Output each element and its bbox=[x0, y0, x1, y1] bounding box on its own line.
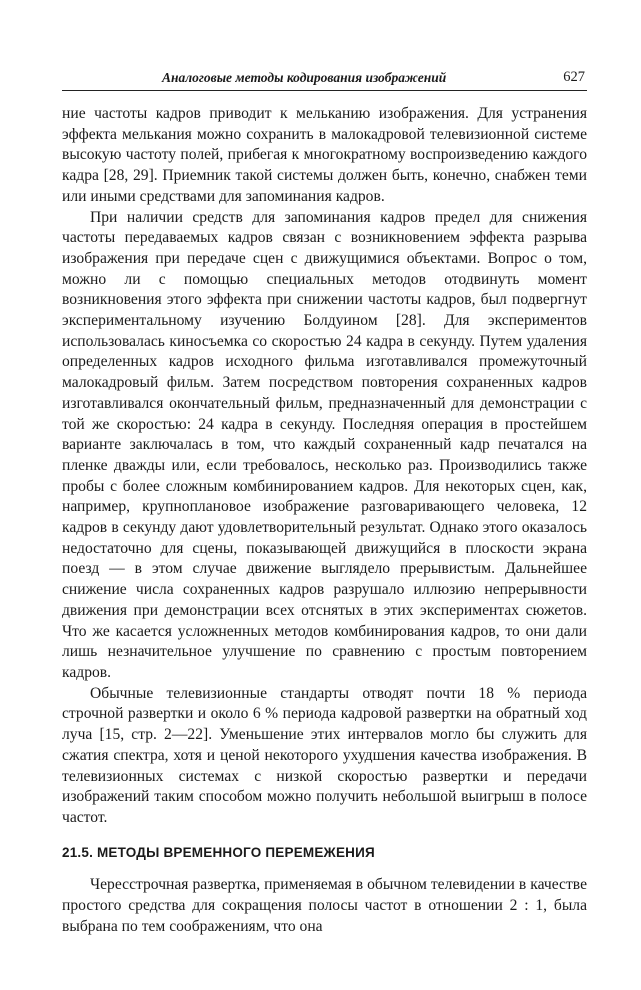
section-heading: 21.5. МЕТОДЫ ВРЕМЕННОГО ПЕРЕМЕЖЕНИЯ bbox=[62, 844, 375, 860]
body-text bbox=[62, 104, 587, 937]
paragraph-boldwin-experiment: При наличии средств для запоминания кадров предел для снижения частоты передаваемых кадров связан с возникновением эффекта разрыва изображения при передаче сцен с движущимися объектами. Вопрос о том, можно ли с помощью специальных методов отодвинуть момент возникновения этого эффекта при снижении частоты кадров, был подвергнут экспериментальному изучению Болдуином [28]. Для экспериментов использовалась киносъемка со скоростью 24 кадра в секунду. Путем удаления определенных кадров исходного фильма изготавливался промежуточный малокадровый фильм. Затем посредством повторения сохраненных кадров изготавливался окончательный фильм, предназначенный для демонстрации с той же скоростью: 24 кадра в секунду. Последняя операция в простейшем варианте заключалась в том, что каждый сохраненный кадр печатался на пленке дважды или, если требовалось, несколько раз. Производились также пробы с более сложным комбинированием кадров. Для некоторых сцен, как, например, крупноплановое изображение разговаривающего человека, 12 кадров в секунду дают удовлетворительный результат. Однако этого оказалось недостаточно для сцены, показывающей движущийся в плоскости экрана поезд — в этом случае движение выглядело прерывистым. Дальнейшее снижение числа сохраненных кадров разрушало иллюзию непрерывности движения при демонстрации всех отснятых в этих экспериментах сюжетов. Что же касается усложненных методов комбинирования кадров, то они дали лишь незначительное улучшение по сравнению с простым повторением кадров. bbox=[62, 208, 587, 681]
running-title: Аналоговые методы кодирования изображений bbox=[162, 70, 447, 85]
page-number: 627 bbox=[563, 69, 585, 85]
paragraph-tv-standards: Обычные телевизионные стандарты отводят почти 18 % периода строчной развертки и около 6 % периода кадровой развертки на обратный ход луча [15, стр. 2—22]. Уменьшение этих интервалов могло бы служить для сжатия спектра, хотя и ценой некоторого ухудшения качества изображения. В телевизионных системах с низкой скоростью развертки и передачи изображений таким способом можно получить небольшой выигрыш в полосе частот. bbox=[62, 684, 587, 826]
paragraph-continued: ние частоты кадров приводит к мельканию изображения. Для устранения эффекта мелькания можно сохранить в малокадровой телевизионной системе высокую частоту полей, прибегая к многократному воспроизведению каждого кадра [28, 29]. Приемник такой системы должен быть, конечно, снабжен теми или иными средствами для запоминания кадров. bbox=[62, 105, 587, 205]
page-header bbox=[62, 64, 587, 91]
paragraph-interlace: Чересстрочная развертка, применяемая в обычном телевидении в качестве простого средства для сокращения полосы частот в отношении 2 : 1, была выбрана по тем соображениям, что она bbox=[62, 876, 587, 935]
